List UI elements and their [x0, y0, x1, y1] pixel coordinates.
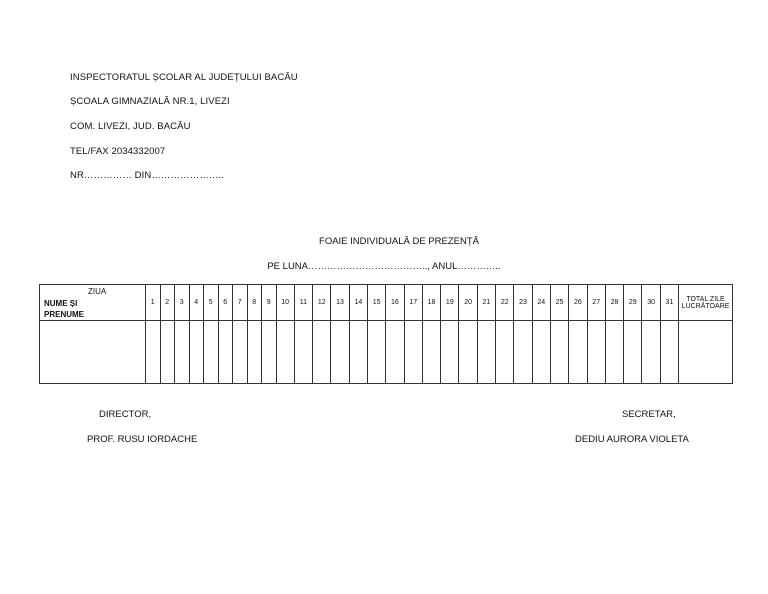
day-cell[interactable]	[496, 321, 514, 384]
day-header-cell: 13	[331, 285, 349, 321]
total-header-cell: TOTAL ZILE LUCRĂTOARE	[679, 285, 733, 321]
day-header-cell: 1	[146, 285, 161, 321]
day-cell[interactable]	[477, 321, 495, 384]
day-header-cell: 5	[204, 285, 219, 321]
nume-prenume-label: NUME ȘI PRENUME	[44, 299, 85, 319]
day-cell[interactable]	[404, 321, 422, 384]
day-cell[interactable]	[660, 321, 678, 384]
day-header-cell: 6	[218, 285, 233, 321]
day-cell[interactable]	[587, 321, 605, 384]
day-cell[interactable]	[532, 321, 550, 384]
day-header-cell: 27	[587, 285, 605, 321]
director-role: DIRECTOR,	[99, 409, 152, 420]
day-cell[interactable]	[160, 321, 175, 384]
day-header-cell: 28	[605, 285, 623, 321]
day-header-cell: 31	[660, 285, 678, 321]
day-cell[interactable]	[422, 321, 440, 384]
document-title: FOAIE INDIVIDUALĂ DE PREZENȚĂ	[319, 236, 479, 247]
day-cell[interactable]	[247, 321, 262, 384]
day-cell[interactable]	[550, 321, 568, 384]
header-scoala: ȘCOALA GIMNAZIALĂ NR.1, LIVEZI	[70, 96, 230, 107]
day-header-cell: 24	[532, 285, 550, 321]
day-header-cell: 9	[262, 285, 277, 321]
table-header-row	[40, 285, 733, 321]
day-cell[interactable]	[367, 321, 385, 384]
day-cell[interactable]	[642, 321, 660, 384]
day-header-cell: 21	[477, 285, 495, 321]
header-inspectorat: INSPECTORATUL ȘCOLAR AL JUDEȚULUI BACĂU	[70, 72, 298, 83]
day-cell[interactable]	[349, 321, 367, 384]
header-comuna: COM. LIVEZI, JUD. BACĂU	[70, 121, 191, 132]
day-cell[interactable]	[218, 321, 233, 384]
day-cell[interactable]	[189, 321, 204, 384]
day-header-cell: 8	[247, 285, 262, 321]
day-cell[interactable]	[262, 321, 277, 384]
day-header-cell: 3	[175, 285, 190, 321]
table-body-row	[40, 321, 733, 384]
day-cell[interactable]	[276, 321, 294, 384]
day-header-cell: 25	[550, 285, 568, 321]
day-header-cell: 17	[404, 285, 422, 321]
attendance-table	[39, 284, 733, 384]
day-cell[interactable]	[146, 321, 161, 384]
day-cell[interactable]	[233, 321, 248, 384]
day-cell[interactable]	[331, 321, 349, 384]
total-cell[interactable]	[679, 321, 733, 384]
day-header-cell: 7	[233, 285, 248, 321]
day-header-cell: 22	[496, 285, 514, 321]
day-header-cell: 20	[459, 285, 477, 321]
day-cell[interactable]	[459, 321, 477, 384]
day-header-cell: 15	[367, 285, 385, 321]
secretar-name: DEDIU AURORA VIOLETA	[575, 434, 689, 445]
day-header-cell: 14	[349, 285, 367, 321]
day-cell[interactable]	[569, 321, 587, 384]
name-cell[interactable]	[40, 321, 146, 384]
day-cell[interactable]	[624, 321, 642, 384]
day-header-cell: 18	[422, 285, 440, 321]
day-header-cell: 11	[294, 285, 312, 321]
day-cell[interactable]	[294, 321, 312, 384]
day-cell[interactable]	[514, 321, 532, 384]
day-cell[interactable]	[441, 321, 459, 384]
director-name: PROF. RUSU IORDACHE	[87, 434, 198, 445]
ziua-label: ZIUA	[88, 287, 107, 296]
day-header-cell: 30	[642, 285, 660, 321]
day-cell[interactable]	[204, 321, 219, 384]
day-header-cell: 26	[569, 285, 587, 321]
header-telefon: TEL/FAX 2034332007	[70, 146, 166, 157]
day-header-cell: 4	[189, 285, 204, 321]
day-header-cell: 23	[514, 285, 532, 321]
day-cell[interactable]	[175, 321, 190, 384]
day-header-cell: 19	[441, 285, 459, 321]
day-cell[interactable]	[605, 321, 623, 384]
day-header-cell: 16	[386, 285, 404, 321]
header-numar-data: NR…………… DIN…………………..	[70, 170, 224, 181]
day-cell[interactable]	[386, 321, 404, 384]
day-header-cell: 2	[160, 285, 175, 321]
day-cell[interactable]	[313, 321, 331, 384]
day-header-cell: 29	[624, 285, 642, 321]
day-header-cell: 10	[276, 285, 294, 321]
document-subtitle: PE LUNA……………………………….., ANUL…………..	[267, 261, 501, 272]
day-header-cell: 12	[313, 285, 331, 321]
secretar-role: SECRETAR,	[622, 409, 676, 420]
name-header-cell	[40, 285, 146, 321]
